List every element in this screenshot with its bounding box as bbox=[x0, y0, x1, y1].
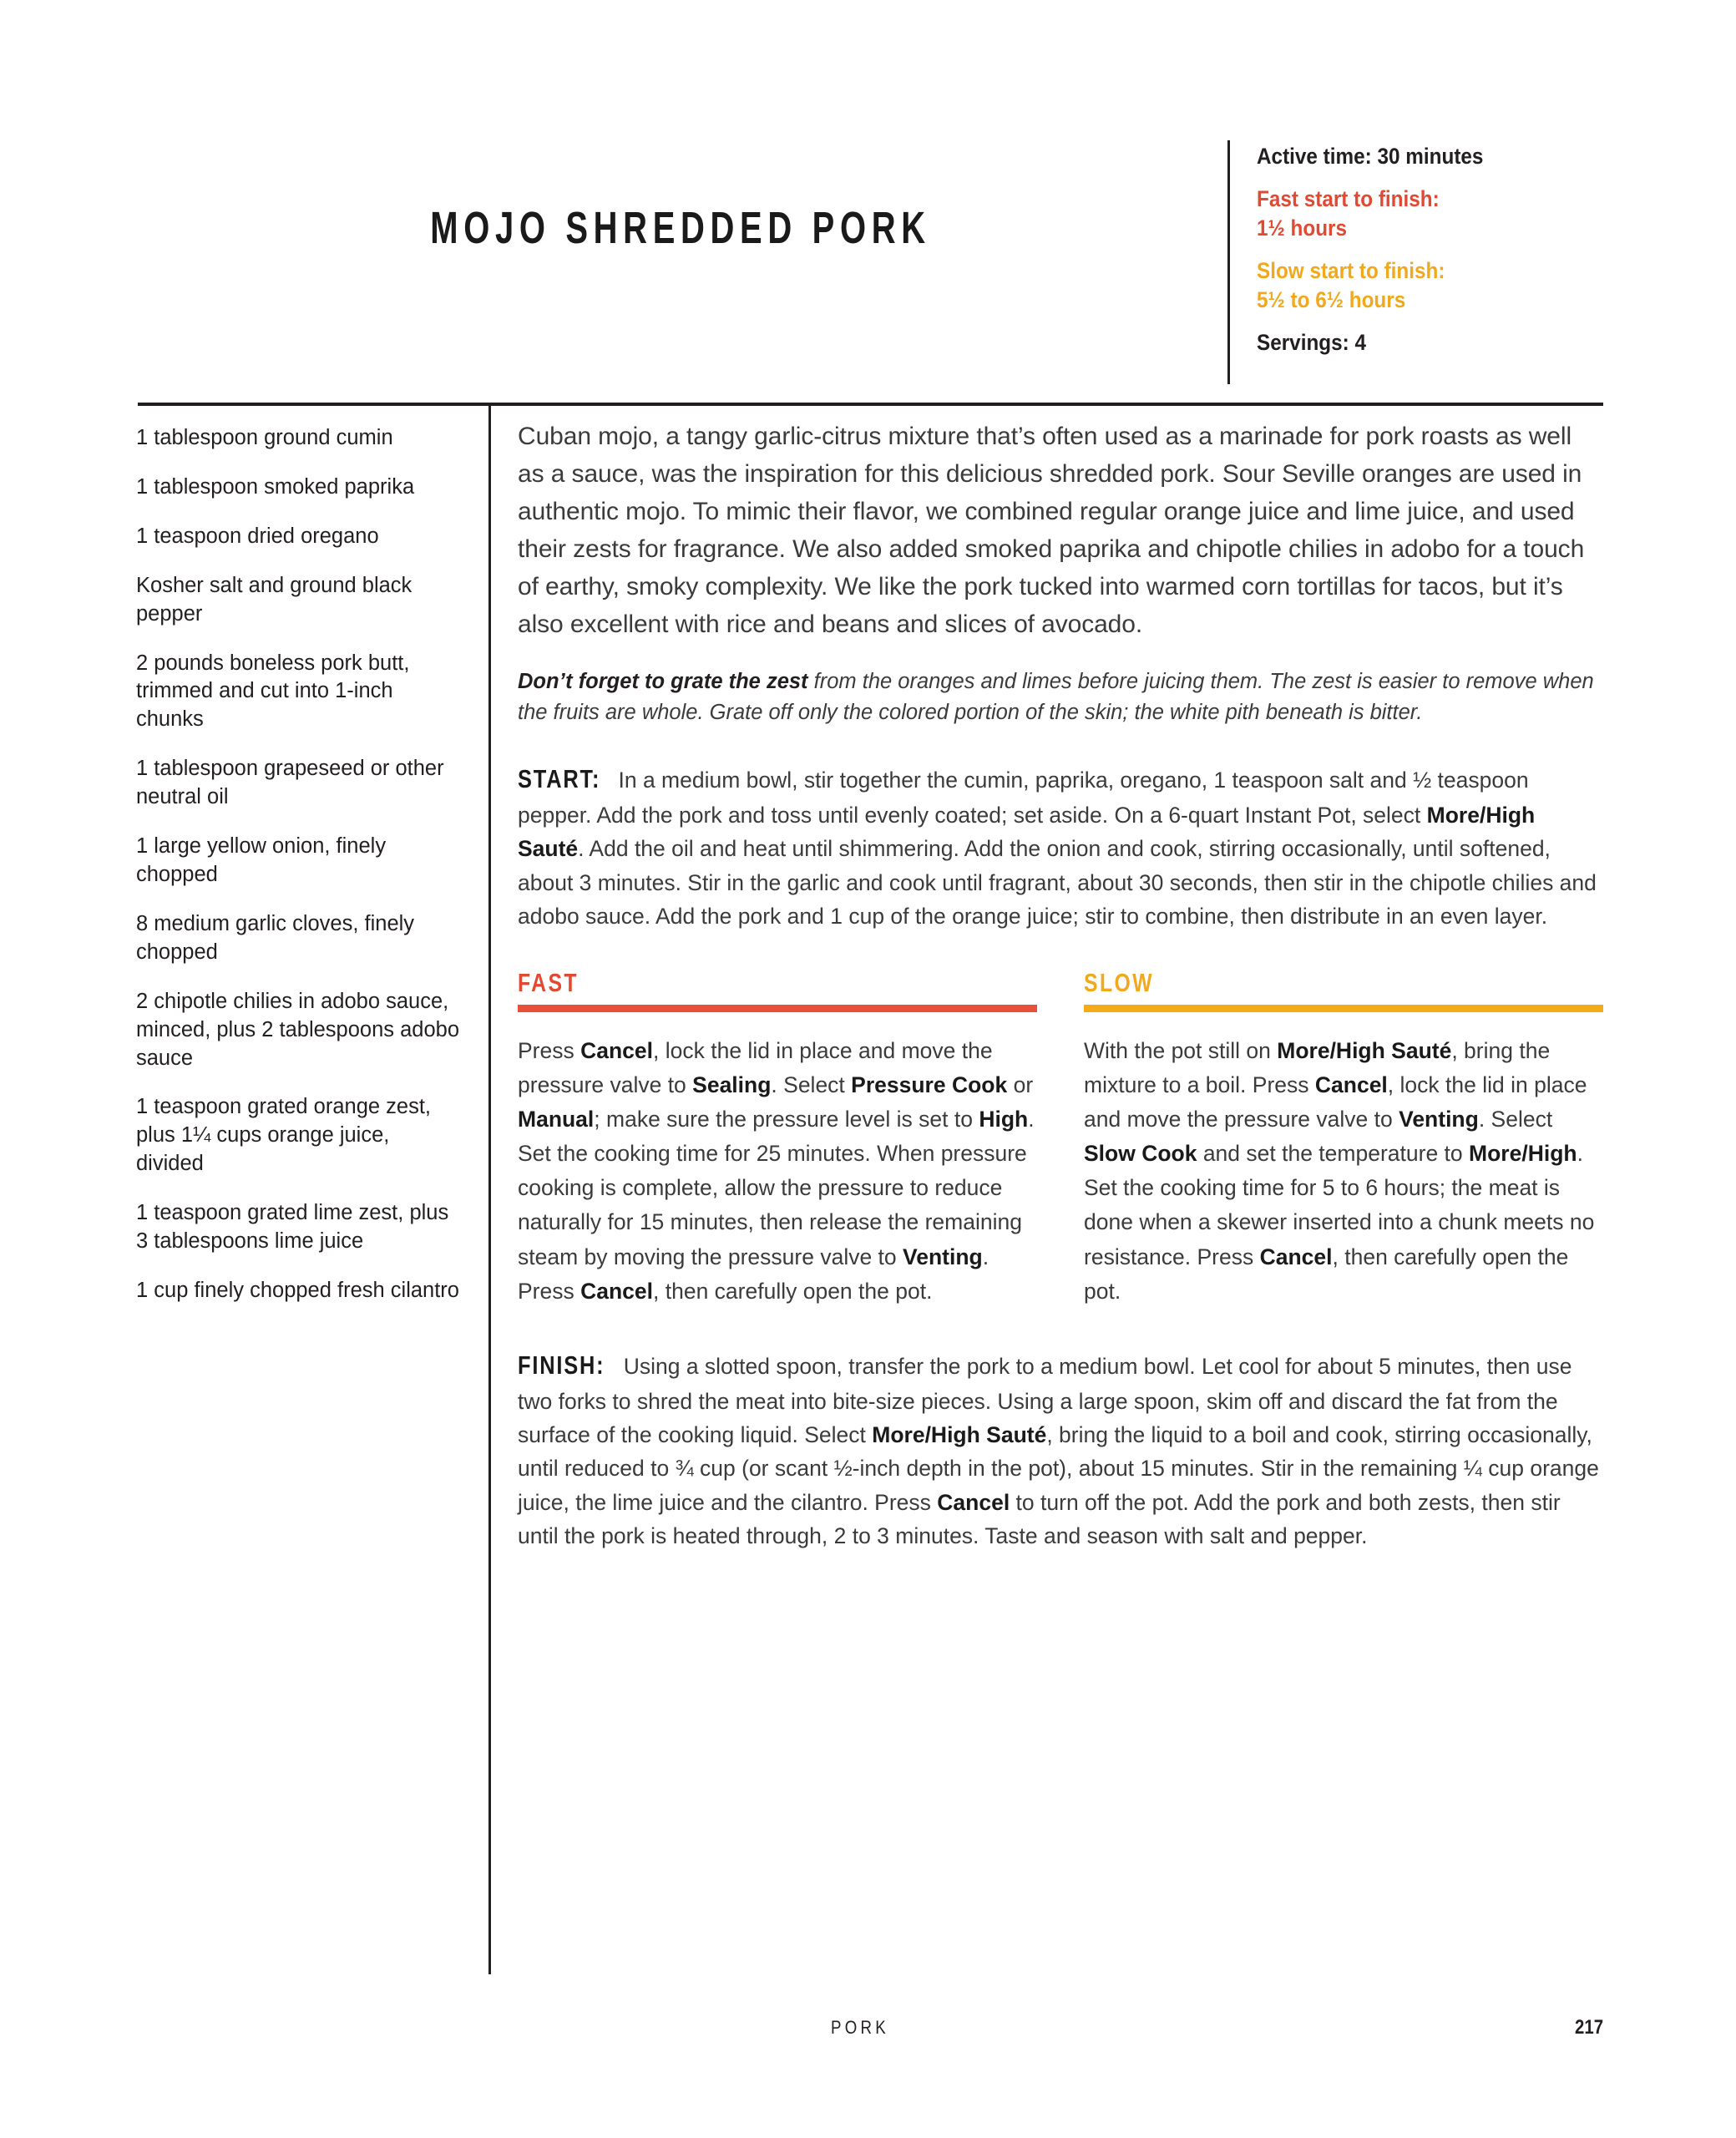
ingredient-item: 2 pounds boneless pork butt, trimmed and cut into 1-inch chunks bbox=[136, 651, 410, 732]
finish-bold-2: Cancel bbox=[937, 1489, 1010, 1515]
fast-bold-7: Cancel bbox=[580, 1278, 654, 1304]
fast-bold-3: Pressure Cook bbox=[851, 1072, 1008, 1098]
slow-method-column bbox=[1084, 968, 1603, 1309]
fast-bold-2: Sealing bbox=[692, 1072, 772, 1098]
recipe-meta-box bbox=[1257, 142, 1607, 358]
fast-bold-6: Venting bbox=[903, 1244, 983, 1269]
fast-text-5: ; make sure the pressure level is set to bbox=[594, 1107, 979, 1132]
slow-rule bbox=[1084, 1005, 1603, 1012]
page-footer bbox=[138, 2017, 1603, 2050]
ingredient-item: 1 large yellow onion, finely chopped bbox=[136, 834, 387, 886]
start-step bbox=[518, 759, 1603, 933]
slow-bold-6: Cancel bbox=[1259, 1244, 1333, 1269]
slow-text-3: , lock the lid in place and move the pressure valve to bbox=[1084, 1072, 1587, 1132]
slow-text-4: . Select bbox=[1478, 1107, 1553, 1132]
footer-page-number: 217 bbox=[1574, 2016, 1603, 2039]
recipe-body bbox=[518, 418, 1603, 1553]
slow-bold-4: Slow Cook bbox=[1084, 1141, 1197, 1167]
fast-text-7: . Press bbox=[518, 1244, 989, 1304]
method-columns bbox=[518, 968, 1603, 1309]
slow-time-value: 5½ to 6½ hours bbox=[1257, 287, 1406, 313]
slow-text-7: , then carefully open the pot. bbox=[1084, 1244, 1569, 1304]
slow-bold-2: Cancel bbox=[1314, 1072, 1388, 1098]
ingredient-item: 1 cup finely chopped fresh cilantro bbox=[136, 1278, 459, 1302]
page-title: MOJO SHREDDED PORK bbox=[430, 203, 931, 253]
slow-text-5: and set the temperature to bbox=[1197, 1141, 1470, 1167]
header-vertical-divider bbox=[1227, 140, 1230, 384]
ingredients-list bbox=[136, 424, 462, 1326]
start-label: START: bbox=[518, 763, 601, 793]
tip-note-lead: Don’t forget to grate the zest bbox=[518, 670, 808, 693]
fast-heading: FAST bbox=[518, 968, 579, 998]
ingredient-item: 2 chipotle chilies in adobo sauce, minced, plus 2 tablespoons adobo sauce bbox=[136, 989, 460, 1070]
fast-rule bbox=[518, 1005, 1037, 1012]
ingredient-item: 1 tablespoon ground cumin bbox=[136, 426, 393, 449]
slow-bold-5: More/High bbox=[1469, 1141, 1577, 1167]
intro-paragraph: Cuban mojo, a tangy garlic-citrus mixture that’s often used as a marinade for pork roasts as well as a sauce, was the inspiration for this delicious shredded pork. Sour Seville oranges are used in authentic mojo. To mimic their flavor, we combined regular orange juice and lime juice, and used their zests for fragrance. We also added smoked paprika and chipotle chilies in adobo for a touch of earthy, smoky complexity. We like the pork tucked into warmed corn tortillas for tacos, but it’s also excellent with rice and beans and slices of avocado. bbox=[518, 423, 1585, 638]
fast-bold-5: High bbox=[979, 1107, 1029, 1132]
fast-text-3: . Select bbox=[771, 1072, 852, 1098]
fast-time-label: Fast start to finish: bbox=[1257, 186, 1440, 212]
slow-text-1: With the pot still on bbox=[1084, 1038, 1278, 1064]
slow-instructions bbox=[1084, 1034, 1603, 1309]
ingredient-item: 8 medium garlic cloves, finely chopped bbox=[136, 911, 415, 964]
slow-text-6: . Set the cooking time for 5 to 6 hours; the meat is done when a skewer inserted into a chunk meets no resistance. Press bbox=[1084, 1141, 1595, 1269]
fast-time bbox=[1257, 185, 1572, 243]
slow-heading: SLOW bbox=[1084, 968, 1154, 998]
slow-text-2: , bring the mixture to a boil. Press bbox=[1084, 1038, 1551, 1098]
fast-bold-4: Manual bbox=[518, 1107, 595, 1132]
finish-text-1: Using a slotted spoon, transfer the pork to a medium bowl. Let cool for about 5 minutes, then use two forks to shred the meat into bite-size pieces. Using a large spoon, skim off and discard the fat from the surface of the cooking liquid. Select bbox=[518, 1353, 1572, 1448]
fast-text-8: , then carefully open the pot. bbox=[653, 1278, 933, 1304]
fast-method-column bbox=[518, 968, 1037, 1309]
finish-text-3: to turn off the pot. Add the pork and both zests, then stir until the pork is heated through, 2 to 3 minutes. Taste and season with salt and pepper. bbox=[518, 1489, 1561, 1548]
fast-instructions bbox=[518, 1034, 1037, 1309]
ingredient-item: 1 tablespoon grapeseed or other neutral oil bbox=[136, 757, 444, 809]
active-time: Active time: 30 minutes bbox=[1257, 144, 1484, 169]
content-vertical-divider bbox=[488, 404, 491, 1974]
finish-text-2: , bring the liquid to a boil and cook, stirring occasionally, until reduced to ¾ cup (or scant ½-inch depth in the pot), about 15 minutes. Stir in the remaining ¼ cup orange juice, the lime juice and the cilantro. Press bbox=[518, 1422, 1599, 1515]
recipe-header bbox=[138, 142, 1603, 384]
footer-section-label: PORK bbox=[831, 2017, 890, 2038]
slow-time-label: Slow start to finish: bbox=[1257, 258, 1445, 284]
ingredient-item: Kosher salt and ground black pepper bbox=[136, 573, 412, 626]
header-horizontal-rule bbox=[138, 403, 1603, 406]
slow-bold-1: More/High Sauté bbox=[1277, 1038, 1452, 1064]
finish-label: FINISH: bbox=[518, 1350, 605, 1380]
fast-text-4: or bbox=[1007, 1072, 1034, 1098]
finish-bold-1: More/High Sauté bbox=[872, 1422, 1047, 1448]
fast-text-1: Press bbox=[518, 1038, 581, 1064]
start-text-1: In a medium bowl, stir together the cumin, paprika, oregano, 1 teaspoon salt and ½ teaspoon pepper. Add the pork and toss until evenly coated; set aside. On a 6-quart Instant Pot, select bbox=[518, 767, 1529, 828]
slow-time bbox=[1257, 256, 1572, 315]
ingredient-item: 1 teaspoon grated orange zest, plus 1¼ cups orange juice, divided bbox=[136, 1095, 432, 1176]
fast-text-2: , lock the lid in place and move the pressure valve to bbox=[518, 1038, 993, 1098]
fast-time-value: 1½ hours bbox=[1257, 215, 1348, 241]
tip-note bbox=[518, 666, 1603, 729]
start-bold-1: More/High Sauté bbox=[518, 803, 1536, 862]
fast-text-6: . Set the cooking time for 25 minutes. When pressure cooking is complete, allow the pressure to reduce naturally for 15 minutes, then release the remaining steam by moving the pressure valve to bbox=[518, 1107, 1035, 1269]
ingredient-item: 1 teaspoon grated lime zest, plus 3 tablespoons lime juice bbox=[136, 1201, 449, 1254]
tip-note-body: from the oranges and limes before juicing them. The zest is easier to remove when the fruits are whole. Grate off only the colored portion of the skin; the white pith beneath is bitter. bbox=[518, 670, 1594, 725]
slow-bold-3: Venting bbox=[1399, 1107, 1479, 1132]
finish-step bbox=[518, 1345, 1603, 1553]
fast-bold-1: Cancel bbox=[580, 1038, 654, 1064]
servings: Servings: 4 bbox=[1257, 330, 1367, 356]
start-text-2: . Add the oil and heat until shimmering. Add the onion and cook, stirring occasionally, until softened, about 3 minutes. Stir in the garlic and cook until fragrant, about 30 seconds, then stir in the chipotle chilies and adobo sauce. Add the pork and 1 cup of the orange juice; stir to combine, then distribute in an even layer. bbox=[518, 836, 1597, 929]
ingredient-item: 1 teaspoon dried oregano bbox=[136, 524, 379, 548]
ingredient-item: 1 tablespoon smoked paprika bbox=[136, 474, 415, 499]
